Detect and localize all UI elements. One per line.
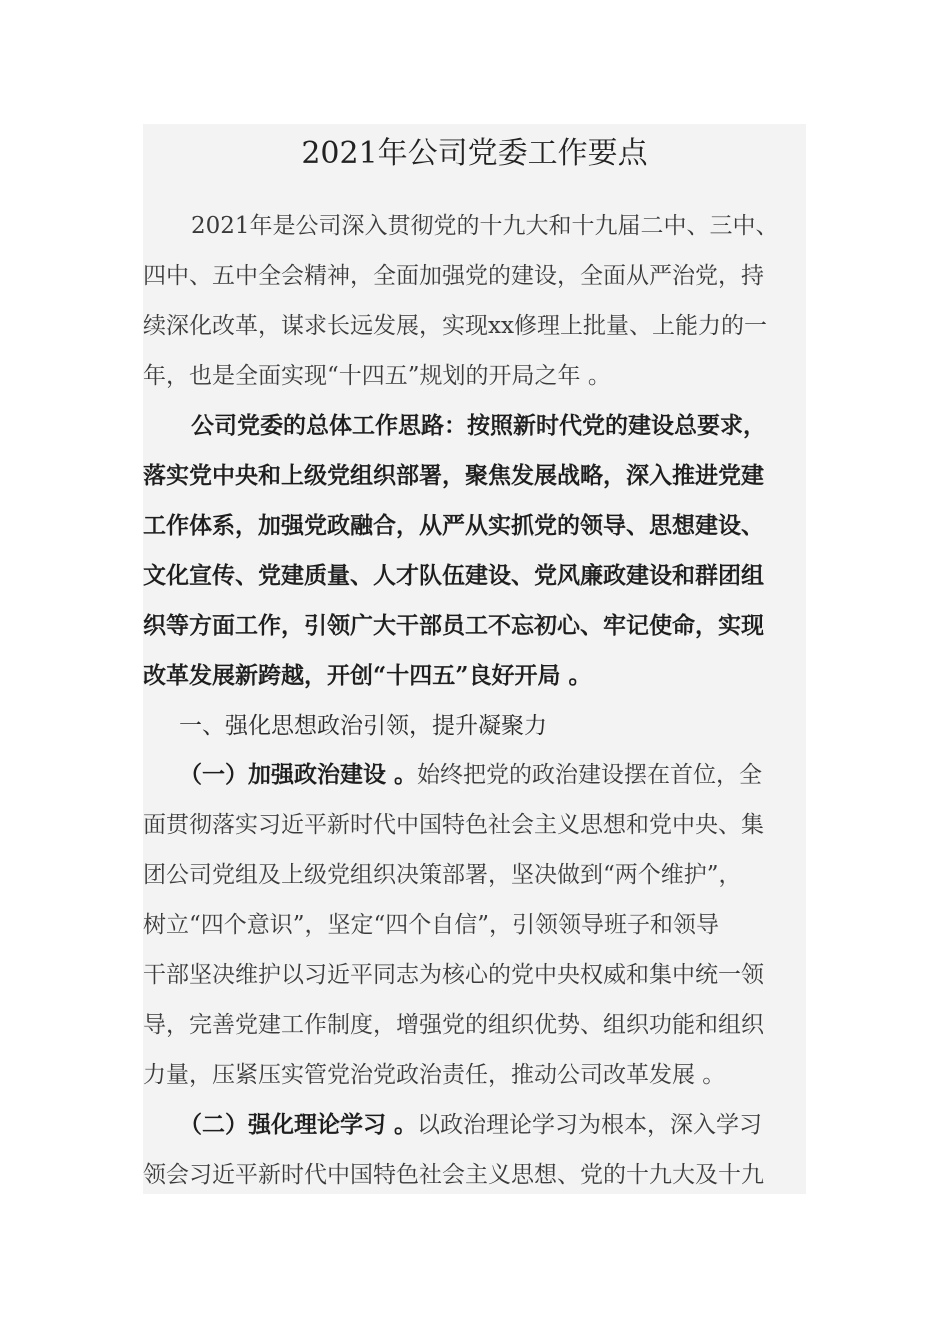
subsection-first-line bbox=[179, 1108, 762, 1142]
subsection-text: 以政治理论学习为根本，深入学习 bbox=[417, 1112, 763, 1138]
intro-line: 年，也是全面实现“十四五”规划的开局之年 。 bbox=[143, 363, 611, 389]
subsection-text: 始终把党的政治建设摆在首位，全 bbox=[417, 762, 763, 788]
subsection-first-line bbox=[179, 758, 762, 792]
subsection-title: （一）加强政治建设 。 bbox=[179, 761, 418, 788]
subsection-title: （二）强化理论学习 。 bbox=[179, 1111, 418, 1138]
thinking-line: 落实党中央和上级党组织部署，聚焦发展战略，深入推进党建 bbox=[143, 462, 764, 489]
subsection-line: 面贯彻落实习近平新时代中国特色社会主义思想和党中央、集 bbox=[143, 812, 764, 838]
thinking-line: 公司党委的总体工作思路：按照新时代党的建设总要求， bbox=[191, 412, 766, 439]
thinking-line: 文化宣传、党建质量、人才队伍建设、党风廉政建设和群团组 bbox=[143, 562, 764, 589]
subsection-line: 领会习近平新时代中国特色社会主义思想、党的十九大及十九 bbox=[143, 1162, 764, 1188]
document-page bbox=[143, 124, 806, 1194]
subsection-line: 干部坚决维护以习近平同志为核心的党中央权威和集中统一领 bbox=[143, 962, 764, 988]
subsection-line: 导，完善党建工作制度，增强党的组织优势、组织功能和组织 bbox=[143, 1012, 764, 1038]
intro-line: 2021年是公司深入贯彻党的十九大和十九届二中、三中、 bbox=[191, 213, 779, 239]
intro-line: 四中、五中全会精神，全面加强党的建设，全面从严治党，持 bbox=[143, 263, 764, 289]
subsection-line: 力量，压紧压实管党治党政治责任，推动公司改革发展 。 bbox=[143, 1062, 726, 1088]
subsection-line: 团公司党组及上级党组织决策部署，坚决做到“两个维护”， bbox=[143, 862, 742, 888]
thinking-line: 改革发展新跨越，开创“十四五”良好开局 。 bbox=[143, 662, 592, 689]
thinking-line: 工作体系，加强党政融合，从严从实抓党的领导、思想建设、 bbox=[143, 512, 764, 539]
intro-line: 续深化改革，谋求长远发展，实现xx修理上批量、上能力的一 bbox=[143, 313, 767, 339]
document-title: 2021年公司党委工作要点 bbox=[301, 136, 648, 171]
subsection-line: 树立“四个意识”，坚定“四个自信”，引领领导班子和领导 bbox=[143, 912, 720, 938]
section-heading: 一、强化思想政治引领，提升凝聚力 bbox=[179, 713, 547, 739]
thinking-line: 织等方面工作，引领广大干部员工不忘初心、牢记使命，实现 bbox=[143, 612, 764, 639]
